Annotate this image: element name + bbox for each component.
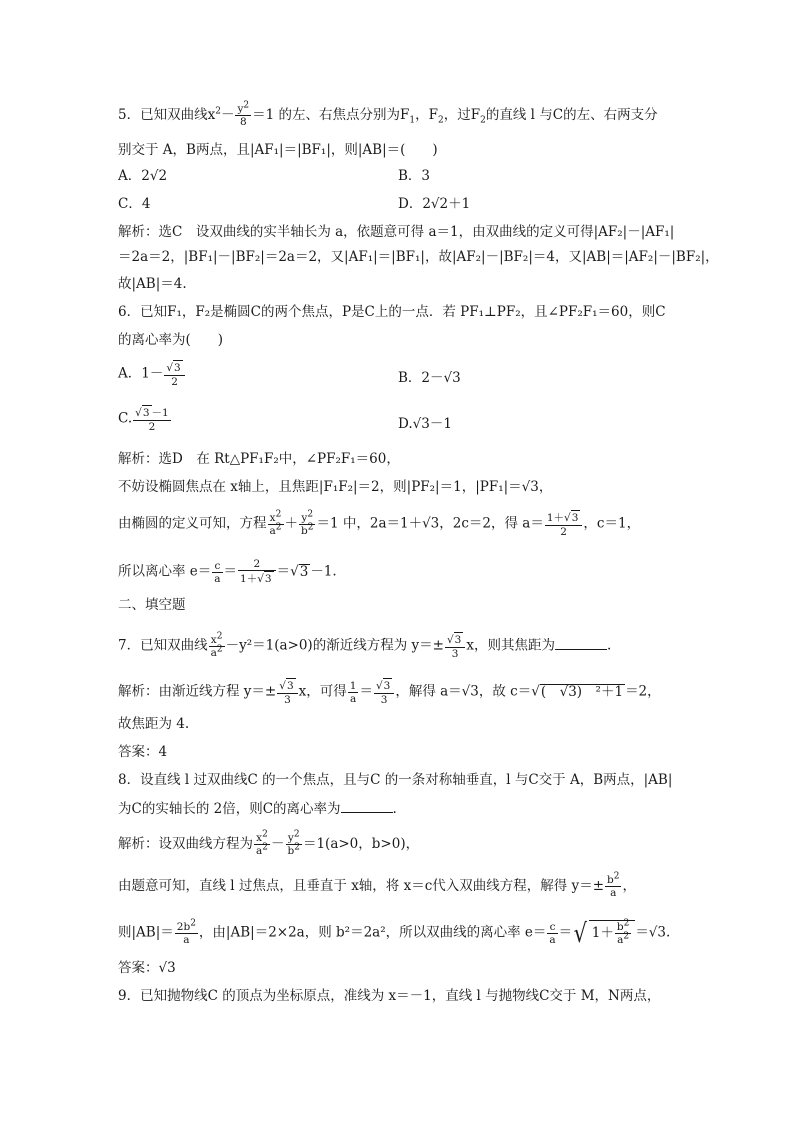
q6-stem-2: 的离心率为( ) — [118, 332, 224, 348]
q7-sol1-d: ＝2， — [625, 683, 661, 700]
q6-sol3-b: ＝1 中，2a＝1＋√3，2c＝2，得 a＝ — [316, 515, 544, 532]
fraction: $\frac{√3}{2}$ — [164, 360, 184, 388]
fraction: $\frac{x^2}{a^2}$ — [269, 509, 282, 537]
q6-solution-2: 不妨设椭圆焦点在 x轴上，且焦距|F₁F₂|＝2，则|PF₂|＝1，|PF₁|＝√3， — [118, 479, 553, 495]
fraction: $\frac{√3}{3}$ — [374, 678, 394, 706]
q6-sol3-c: ，c＝1， — [583, 515, 641, 532]
q8-stem-1: 8．设直线 l 过双曲线C 的一个焦点，且与C 的一条对称轴垂直，l 与C交于 A，B两点，|AB| — [118, 772, 673, 788]
q7-stem: 7．已知双曲线 $\frac{x^2}{a^2}$ －y²＝1(a>0)的渐近线方程为 y＝± $\frac{√3}{3}$ x，则其焦距为 . — [118, 631, 612, 660]
fraction: $\frac{x^2}{a^2}$ — [256, 829, 268, 857]
q7-sol1-c: ，解得 a＝√3，故 c＝ — [395, 683, 532, 700]
q8-sol1-b: ＝1(a>0，b>0)， — [302, 836, 420, 852]
q7-sol1-a: 解析：由渐近线方程 y＝± — [118, 683, 277, 700]
q5-option-b: B．3 — [398, 168, 431, 184]
q7-solution-2: 故焦距为 4. — [118, 716, 190, 732]
fraction: $\frac{x^2}{a^2}$ — [210, 631, 223, 659]
q6-sol4-a: 所以离心率 e＝ — [118, 563, 212, 580]
q6-solution-1: 解析：选D 在 Rt△PF₁F₂中，∠PF₂F₁＝60， — [118, 451, 400, 467]
fraction: $\frac{2}{1+√3}$ — [238, 558, 276, 586]
fraction: $\frac{b^2}{a}$ — [607, 871, 620, 899]
q5-stem-line2: 别交于 A，B两点，且|AF₁|＝|BF₁|，则|AB|＝( ) — [118, 142, 438, 158]
q7-stem-a: 7．已知双曲线 — [118, 637, 208, 654]
q8-sol3-a: 则|AB|＝ — [118, 924, 174, 941]
fraction: $\frac{1}{a}$ — [349, 679, 357, 705]
q8-stem-2: 为C的实轴长的 2倍，则C的离心率为 . — [118, 798, 397, 819]
q6-option-d: D.√3－1 — [398, 416, 452, 432]
answer-blank — [341, 798, 393, 813]
fraction: $\frac{c}{a}$ — [549, 920, 556, 946]
q5-stem-d: 的直线 — [485, 107, 527, 123]
fraction: $\frac{y^2}{b^2}$ — [301, 509, 314, 537]
q5-option-c: C．4 — [118, 196, 151, 212]
fraction: $\frac{2b^2}{a}$ — [176, 918, 196, 946]
fraction: $\frac{1+√3}{2}$ — [545, 510, 583, 538]
q6-option-b: B．2－√3 — [398, 370, 461, 386]
fraction: $\frac{√3 -1}{2}$ — [135, 407, 169, 433]
q5-option-d: D．2√2＋1 — [398, 196, 471, 212]
q7-stem-c: x，则其焦距为 — [466, 637, 555, 654]
q9-stem: 9．已知抛物线C 的顶点为坐标原点，准线为 x＝－1，直线 l 与抛物线C交于 M，N两点， — [118, 988, 661, 1004]
q8-solution-1: 解析：设双曲线方程为 $\frac{x^2}{a^2}$ － $\frac{y^2}{b^2}$ ＝1(a>0，b>0)， — [118, 829, 420, 857]
q8-sol3-c: ＝√3. — [635, 924, 671, 941]
fraction: $\frac{y^2}{8}$ — [237, 100, 250, 128]
q8-solution-3: 则|AB|＝ $\frac{2b^2}{a}$ ，由|AB|＝2×2a，则 b²＝2a²，所以双曲线的离心率 e＝ $\frac{c}{a}$ ＝√ 1＋ $\frac{b^2}{a^2}$ ＝√3. — [118, 918, 671, 949]
q6-stem-1: 6．已知F₁，F₂是椭圆C的两个焦点，P是C上的一点．若 PF₁⊥PF₂，且∠PF₂F₁＝60，则C — [118, 304, 666, 320]
q5-option-a: A．2√2 — [118, 168, 168, 184]
fraction: $\frac{c}{a}$ — [214, 559, 221, 585]
q5-stem-c: ，过 — [443, 107, 471, 123]
q5-stem-a: 5．已知双曲线 — [118, 107, 208, 123]
q6-option-c: C. $\frac{√3 -1}{2}$ — [118, 407, 169, 433]
q8-sol2-a: 由题意可知，直线 l 过焦点，且垂直于 x轴，将 x＝c代入双曲线方程，解得 y＝± — [118, 878, 604, 894]
q6-sol3-a: 由椭圆的定义可知，方程 — [118, 515, 267, 532]
q7-solution-1: 解析：由渐近线方程 y＝± $\frac{√3}{3}$ x，可得 $\frac{1}{a}$ ＝ $\frac{√3}{3}$ ，解得 a＝√3，故 c＝√( √3) ²＋1 ＝2， — [118, 679, 661, 706]
q7-sol1-b: x，可得 — [298, 683, 347, 700]
fraction: $\frac{√3}{3}$ — [445, 632, 465, 660]
fraction: $\frac{y^2}{b^2}$ — [287, 829, 300, 857]
q6-option-a: A．1－ $\frac{√3}{2}$ — [118, 360, 186, 388]
q7-stem-b: －y²＝1(a>0)的渐近线方程为 y＝± — [225, 637, 444, 654]
q8-sol3-b: ，由|AB|＝2×2a，则 b²＝2a²，所以双曲线的离心率 e＝ — [198, 924, 547, 941]
answer-blank — [555, 635, 607, 650]
q5-stem: 5．已知双曲线$x^2-$ $\frac{y^2}{8}$ ＝1 的左、右焦点分别为$F_1$，$F_2$，过$F_2$的直线 l 与C的左、右两支分 — [118, 100, 658, 128]
q8-sol1-a: 解析：设双曲线方程为 — [118, 836, 253, 852]
q5-solution-3: 故|AB|＝4. — [118, 276, 187, 292]
q5-stem-e: 与C的左、右两支分 — [539, 107, 658, 123]
q6-solution-4: 所以离心率 e＝ $\frac{c}{a}$ ＝ $\frac{2}{1+√3}$ ＝√3 －1. — [118, 558, 337, 585]
radical: √ 1＋ $\frac{b^2}{a^2}$ — [572, 920, 635, 946]
fraction: $\frac{√3}{3}$ — [277, 678, 297, 706]
q8-stem2-a: 为C的实轴长的 2倍，则C的离心率为 — [118, 801, 341, 817]
q6-solution-3: 由椭圆的定义可知，方程 $\frac{x^2}{a^2}$ ＋ $\frac{y^2}{b^2}$ ＝1 中，2a＝1＋√3，2c＝2，得 a＝ $\frac{1+√3}{2}$ ，c＝1， — [118, 509, 641, 538]
section-heading: 二、填空题 — [118, 597, 186, 613]
q5-solution-1: 解析：选C 设双曲线的实半轴长为 a，依题意可得 a＝1，由双曲线的定义可得|AF₂|－|AF₁| — [118, 224, 675, 240]
q8-answer: 答案：√3 — [118, 960, 176, 976]
q8-solution-2: 由题意可知，直线 l 过焦点，且垂直于 x轴，将 x＝c代入双曲线方程，解得 y＝± $\frac{b^2}{a}$ ， — [118, 871, 636, 899]
q5-stem-b: 的左、右焦点分别为 — [278, 107, 401, 123]
q5-solution-2: ＝2a＝2，|BF₁|－|BF₂|＝2a＝2，又|AF₁|＝|BF₁|，故|AF₂|－|BF₂|＝4，又|AB|＝|AF₂|－|BF₂|， — [118, 249, 719, 265]
q7-answer: 答案：4 — [118, 744, 168, 760]
